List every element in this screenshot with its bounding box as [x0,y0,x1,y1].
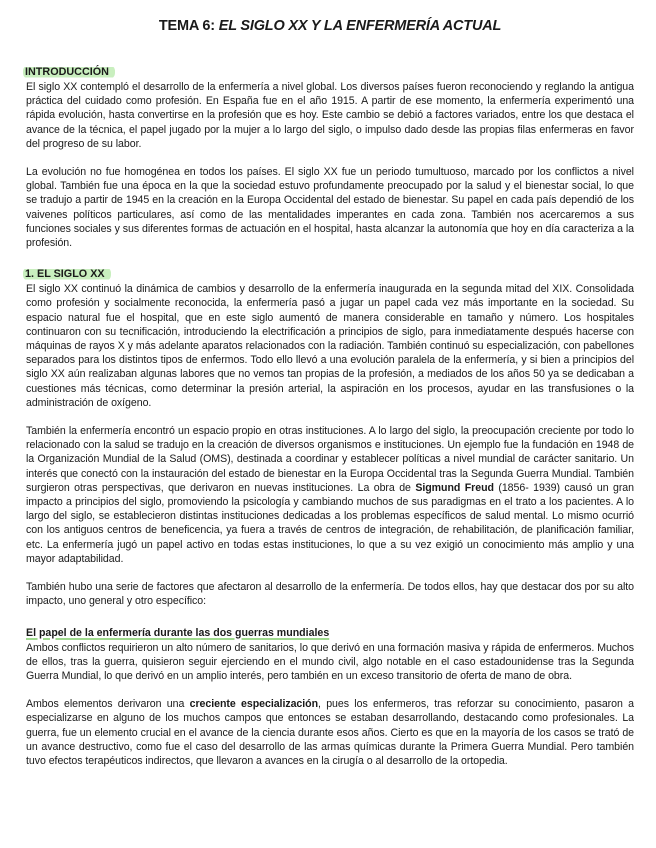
subsection-paragraph-2 [26,697,634,768]
section-1-paragraph-1: El siglo XX continuó la dinámica de cambios y desarrollo de la enfermería inaugurada en la segunda mitad del XIX. Consolidada como profesión y socialmente reconocida, la enfermería pasó a jugar un papel cada vez más importante en la sociedad. Su espacio natural fue el hospital, que en este siglo aumentó de manera considerable en tamaño y número. Los hospitales continuaron con su tecnificación, introduciendo la electrificación a principios de siglo, para inmediatamente después hacerse con máquinas de rayos X y más adelante aparatos relacionados con la radiación. También continuó su especialización, con pabellones separados para los distintos tipos de enfermos. Todo ello llevó a una evolución paralela de la enfermería, y si bien a principios del siglo XX aún realizaban algunas labores que no vemos tan propias de la profesión, a mediados de los años 50 ya se dedicaban a cuestiones más técnicas, como determinar la presión arterial, la aspiración en los procesos, ayudar en las transfusiones o la administración de oxígeno. [26,283,634,409]
title-emphasis: EL SIGLO XX Y LA ENFERMERÍA ACTUAL [218,18,502,34]
subsection-heading: El papel de la enfermería durante las dos guerras mundiales [26,626,330,639]
section-1-paragraph-2-b: (1856- 1939) causó un gran impacto a principios del siglo, promoviendo la psicología y cambiando muchos de sus paradigmas en el trato a los pacientes. A lo largo del siglo, se establecieron distintas instituciones dedicadas a los problemas específicos de salud mental. Lo mismo ocurrió con los antiguos centros de beneficencia, ya fuera a través de centros de integración, de rehabilitación, de planificación familiar, etc. La enfermería jugó un papel activo en todas estas instituciones, lo que a su vez exigió un conocimiento más amplio y una mayor adaptabilidad. [26,481,634,565]
specialization-term: creciente especialización [189,698,319,711]
intro-paragraph-1: El siglo XX contempló el desarrollo de la enfermería a nivel global. Los diversos países fueron reconociendo y reglando la antigua práctica del cuidado como profesión. En España fue en el año 1915. A partir de ese momento, la enfermería experimentó una rápida evolución, hasta convertirse en la profesión que es hoy. Este cambio se debió a factores variados, entre los que destaca el avance de la técnica, el papel jugado por la mujer a lo largo del siglo, o impulso dado desde las propias filas enfermeras en favor del progreso de su labor. [26,81,634,150]
subsection-paragraph-2-a: Ambos elementos derivaron una [26,698,190,711]
section-1-paragraph-2-a: También la enfermería encontró un espacio propio en otras instituciones. A lo largo del siglo, la preocupación creciente por todo lo relacionado con la salud se tradujo en la creación de diversos organismos e instituciones. Un ejemplo fue la fundación en 1948 de la Organización Mundial de la Salud (OMS), destinada a coordinar y establecer políticas a nivel mundial de carácter sanitario. Un interés que conectó con la instauración del estado de bienestar en la Europa Occidental tras la Segunda Guerra Mundial. También surgieron otras perspectivas, que derivaron en nuevas instituciones. La obra de [26,425,634,494]
title-prefix: TEMA 6: [158,18,219,34]
intro-paragraph-2: La evolución no fue homogénea en todos los países. El siglo XX fue un periodo tumultuoso, marcado por los conflictos a nivel global. También fue una época en la que la sociedad estuvo profundamente preocupado por la salud y el bienestar social, lo que se tradujo a partir de 1945 en la creación en la Europa Occidental del estado de bienestar. Su papel en cada país dependió de los vaivenes políticos particulares, así como de las mentalidades imperantes en cada zona. También nos acercaremos a sus funciones sociales y sus diferentes formas de actuación en el hospital, hasta alcanzar la autonomía que hoy en día caracteriza a la profesión. [26,166,634,250]
page-title [26,0,634,36]
section-1-paragraph-2 [26,424,634,566]
subsection-paragraph-1: Ambos conflictos requirieron un alto número de sanitarios, lo que derivó en una formación masiva y rápida de enfermeros. Muchos de ellos, tras la guerra, quisieron seguir ejerciendo en el mundo civil, algo notable en el caso estadounidense tras la Segunda Guerra Mundial, lo que derivó en un amplio interés, pero también en un exceso transitorio de oferta de mano de obra. [26,641,634,682]
section-1 [26,264,634,608]
section-1-paragraph-3: También hubo una serie de factores que afectaron al desarrollo de la enfermería. De todos ellos, hay que destacar dos por su alto impacto, uno general y otro específico: [26,581,634,608]
subsection-paragraph-2-b: , pues los enfermeros, tras reforzar su conocimiento, pasaron a especializarse en alguno de los muchos campos que entonces se estaban desarrollando, destacando como profesionales. La guerra, fue un elemento crucial en el avance de la ciencia durante esos años. Cierto es que en la mayoría de los casos se trató de un avance destructivo, como fue el caso del desarrollo de las armas químicas durante la Primera Guerra Mundial. Pero también tuvo efectos terapéuticos indirectos, que llevaron a avances en la cirugía o al desarrollo de la ortopedia. [26,698,634,767]
subsection-wars [26,623,634,769]
intro-section [26,62,634,250]
section-1-heading: 1. EL SIGLO XX [23,267,111,281]
freud-name: Sigmund Freud [415,481,494,494]
intro-heading: INTRODUCCIÓN [23,65,115,79]
